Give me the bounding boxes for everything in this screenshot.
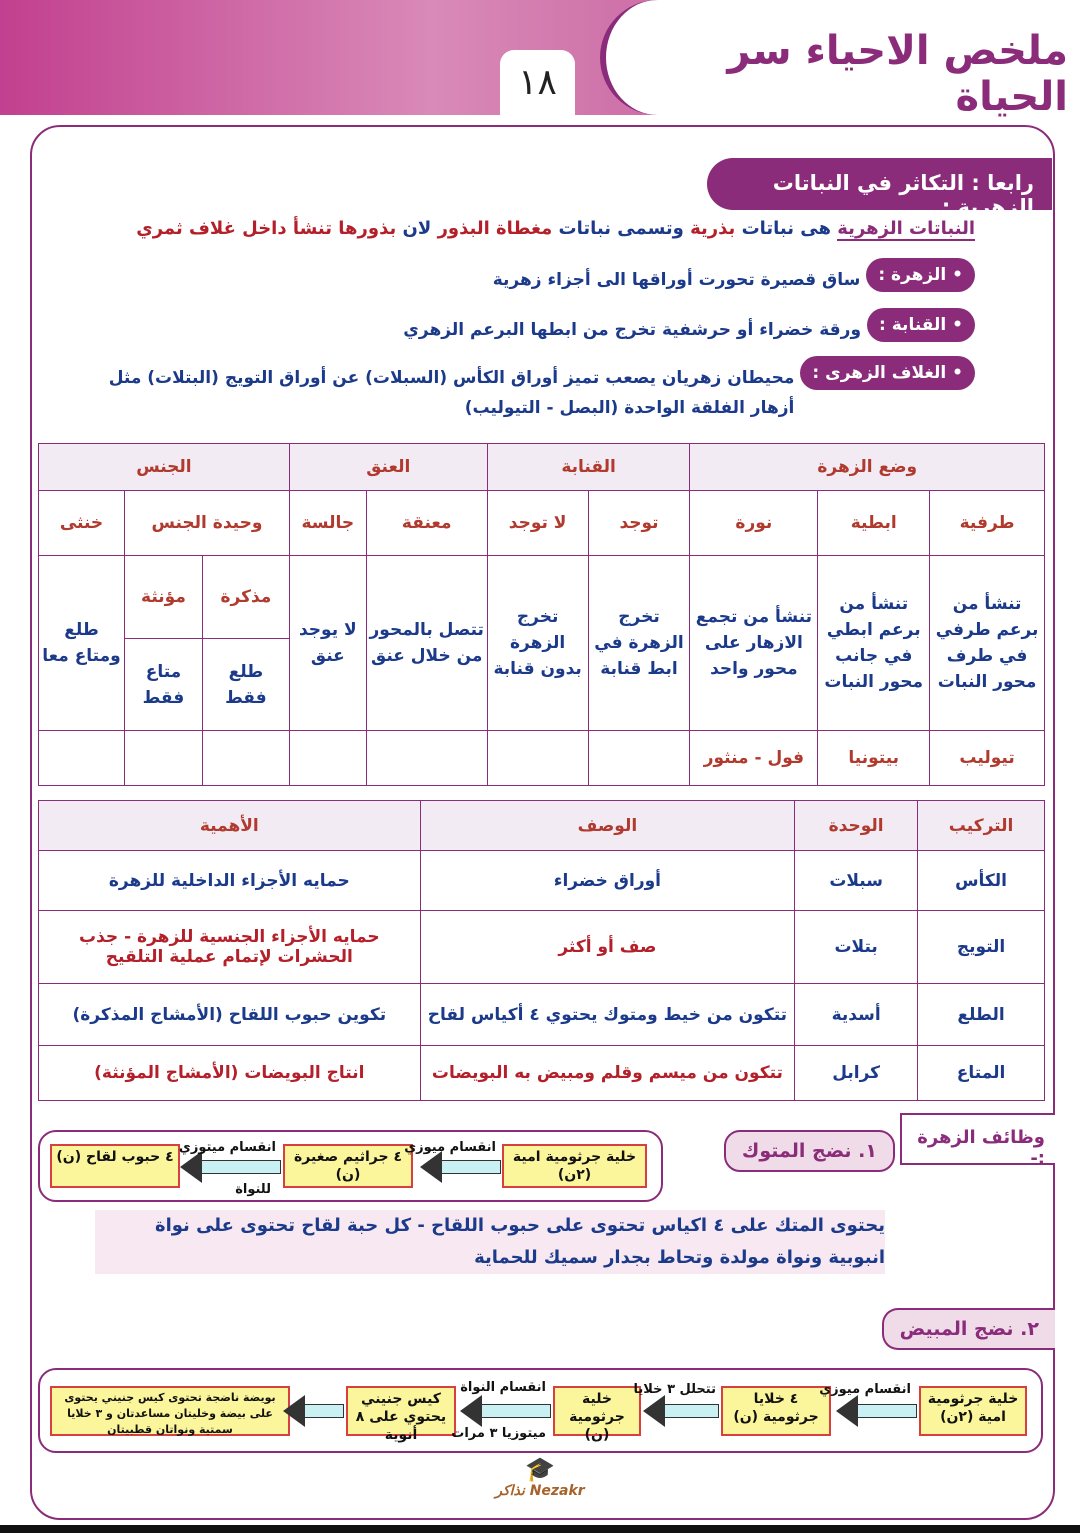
logo-text: Nezakr نذاكر: [495, 1483, 585, 1499]
arrow-icon: [857, 1404, 917, 1418]
def-highlight: مغطاة البذور: [437, 218, 553, 239]
column-header: الوحدة: [795, 801, 918, 851]
sub-header: لا توجد: [487, 491, 588, 556]
flow-box: ٤ جراثيم صغيرة (ن): [283, 1144, 413, 1188]
cell: المتاع: [918, 1046, 1045, 1101]
term-perianth: [84, 356, 975, 423]
flow-label: انقسام النواة: [460, 1380, 546, 1395]
desc-cell: طلع فقط: [202, 639, 289, 731]
group-header: العنق: [289, 444, 487, 491]
sub-header: طرفية: [930, 491, 1045, 556]
flow-box: بويضة ناضجة تحتوى كيس جنيني يحتوى على بيضة وخليتان مساعدتان و ٣ خلايا سمتية ونواتان قطبيتان: [50, 1386, 290, 1436]
cell: التويج: [918, 911, 1045, 984]
page-title: ملخص الاحياء سر الحياة: [727, 28, 1068, 120]
arrow-icon: [201, 1160, 281, 1174]
female-header: مؤنثة: [125, 556, 203, 639]
term-label: • القنابة :: [867, 308, 975, 342]
arrow-icon: [441, 1160, 501, 1174]
cell: حمايه الأجزاء الجنسية للزهرة - جذب الحشرات لإتمام عملية التلقيح: [39, 911, 421, 984]
ovary-flow: [38, 1368, 1043, 1453]
term-flower: [493, 258, 975, 295]
male-header: مذكرة: [202, 556, 289, 639]
arrow-icon: [481, 1404, 551, 1418]
desc-cell: متاع فقط: [125, 639, 203, 731]
flow-label: تتحلل ٣ خلايا: [633, 1382, 716, 1397]
group-header: القنابة: [487, 444, 690, 491]
def-highlight: بذرية: [690, 218, 736, 239]
sub-header: جالسة: [289, 491, 366, 556]
cell: تتكون من ميسم وقلم ومبيض به البويضات: [420, 1046, 795, 1101]
desc-cell: تنشأ من برعم طرفي في طرف محور النبات: [930, 556, 1045, 731]
flow-label: انقسام ميوزي: [404, 1140, 496, 1155]
example-cell: تيوليب: [930, 731, 1045, 786]
cell: أسدية: [795, 984, 918, 1046]
functions-title: وظائف الزهرة :-: [900, 1113, 1055, 1165]
section-title: رابعا : التكاثر في النباتات الزهرية :: [707, 158, 1052, 210]
nezakr-logo: [490, 1455, 590, 1525]
desc-cell: تخرج الزهرة بدون قنابة: [487, 556, 588, 731]
bottom-bar: [0, 1525, 1080, 1533]
desc-cell: تخرج الزهرة في ابط قنابة: [588, 556, 690, 731]
column-header: الوصف: [420, 801, 795, 851]
example-cell: بيتونيا: [818, 731, 930, 786]
sub-header: خنثى: [39, 491, 125, 556]
table-row: [39, 911, 1045, 984]
flow-label: للنواة: [235, 1182, 271, 1197]
desc-cell: تنشأ من برعم ابطي في جانب محور النبات: [818, 556, 930, 731]
term-text: ورقة خضراء أو حرشفية تخرج من ابطها البرعم الزهري: [403, 320, 862, 340]
anther-title: ١. نضج المتوك: [724, 1130, 895, 1172]
table-row: [39, 984, 1045, 1046]
cell: بتلات: [795, 911, 918, 984]
def-text: لان: [396, 218, 438, 239]
arrow-icon: [304, 1404, 344, 1418]
flow-box: ٤ خلايا جرثومية (ن): [721, 1386, 831, 1436]
anther-flow: [38, 1130, 663, 1202]
sub-header: توجد: [588, 491, 690, 556]
sub-header: معنقة: [366, 491, 487, 556]
group-header: الجنس: [39, 444, 290, 491]
term-bract: [403, 308, 975, 345]
flower-parts-table: [38, 800, 1045, 1101]
title-box: [600, 0, 1080, 120]
cell: أوراق خضراء: [420, 851, 795, 911]
cell: الكأس: [918, 851, 1045, 911]
term-label: • الغلاف الزهرى :: [800, 356, 975, 390]
cell: سبلات: [795, 851, 918, 911]
cell: صف أو أكثر: [420, 911, 795, 984]
term-label: • الزهرة :: [866, 258, 975, 292]
column-header: التركيب: [918, 801, 1045, 851]
sub-header: وحيدة الجنس: [125, 491, 290, 556]
desc-cell: لا يوجد عنق: [289, 556, 366, 731]
flower-classification-table: [38, 443, 1045, 786]
sub-header: نورة: [690, 491, 818, 556]
flow-label: انقسام ميتوزي: [178, 1140, 276, 1155]
cell: انتاج البويضات (الأمشاج المؤنثة): [39, 1046, 421, 1101]
term-text: ساق قصيرة تحورت أوراقها الى أجزاء زهرية: [492, 270, 861, 290]
desc-cell: تنشأ من تجمع الازهار على محور واحد: [690, 556, 818, 731]
flow-label: انقسام ميوزي: [819, 1382, 911, 1397]
cell: الطلع: [918, 984, 1045, 1046]
table-row: [39, 1046, 1045, 1101]
table-row: [39, 851, 1045, 911]
ovary-title: ٢. نضج المبيض: [882, 1308, 1055, 1350]
desc-cell: تتصل بالمحور من خلال عنق: [366, 556, 487, 731]
example-cell: فول - منثور: [690, 731, 818, 786]
term-text: محيطان زهريان يصعب تميز أوراق الكأس (السبلات) عن أوراق التويج (البتلات) مثل أزهار الفلقة الواحدة (البصل - التيوليب): [108, 368, 795, 418]
desc-cell: طلع ومتاع معا: [39, 556, 125, 731]
cell: كرابل: [795, 1046, 918, 1101]
flow-box: كيس جنيني يحتوي على ٨ أنوية: [346, 1386, 456, 1436]
definition-term: النباتات الزهرية: [837, 218, 975, 239]
definition: [136, 218, 975, 239]
sub-header: ابطية: [818, 491, 930, 556]
def-text: وتسمى نباتات: [552, 218, 691, 239]
flow-box: خلية جرثومية امية (٢ن): [502, 1144, 647, 1188]
arrow-icon: [664, 1404, 719, 1418]
column-header: الأهمية: [39, 801, 421, 851]
def-highlight: بذورها تنشأ داخل غلاف ثمري: [136, 218, 397, 239]
group-header: وضع الزهرة: [690, 444, 1045, 491]
page-number: ١٨: [500, 50, 575, 115]
graduation-cap-icon: 🎓: [525, 1455, 555, 1483]
flow-box: ٤ حبوب لقاح (ن): [50, 1144, 180, 1188]
cell: حمايه الأجزاء الداخلية للزهرة: [39, 851, 421, 911]
flow-label: ميتوزيا ٣ مرات: [451, 1426, 546, 1441]
def-text: هى نباتات: [735, 218, 838, 239]
cell: تتكون من خيط ومتوك يحتوي ٤ أكياس لقاح: [420, 984, 795, 1046]
flow-box: خلية جرثومية (ن): [553, 1386, 641, 1436]
flow-box: خلية جرثومية امية (٢ن): [919, 1386, 1027, 1436]
cell: تكوين حبوب اللقاح (الأمشاج المذكرة): [39, 984, 421, 1046]
anther-description: يحتوى المتك على ٤ اكياس تحتوى على حبوب اللقاح - كل حبة لقاح تحتوى على نواة انبوبية ونواة مولدة وتحاط بجدار سميك للحماية: [95, 1210, 885, 1274]
